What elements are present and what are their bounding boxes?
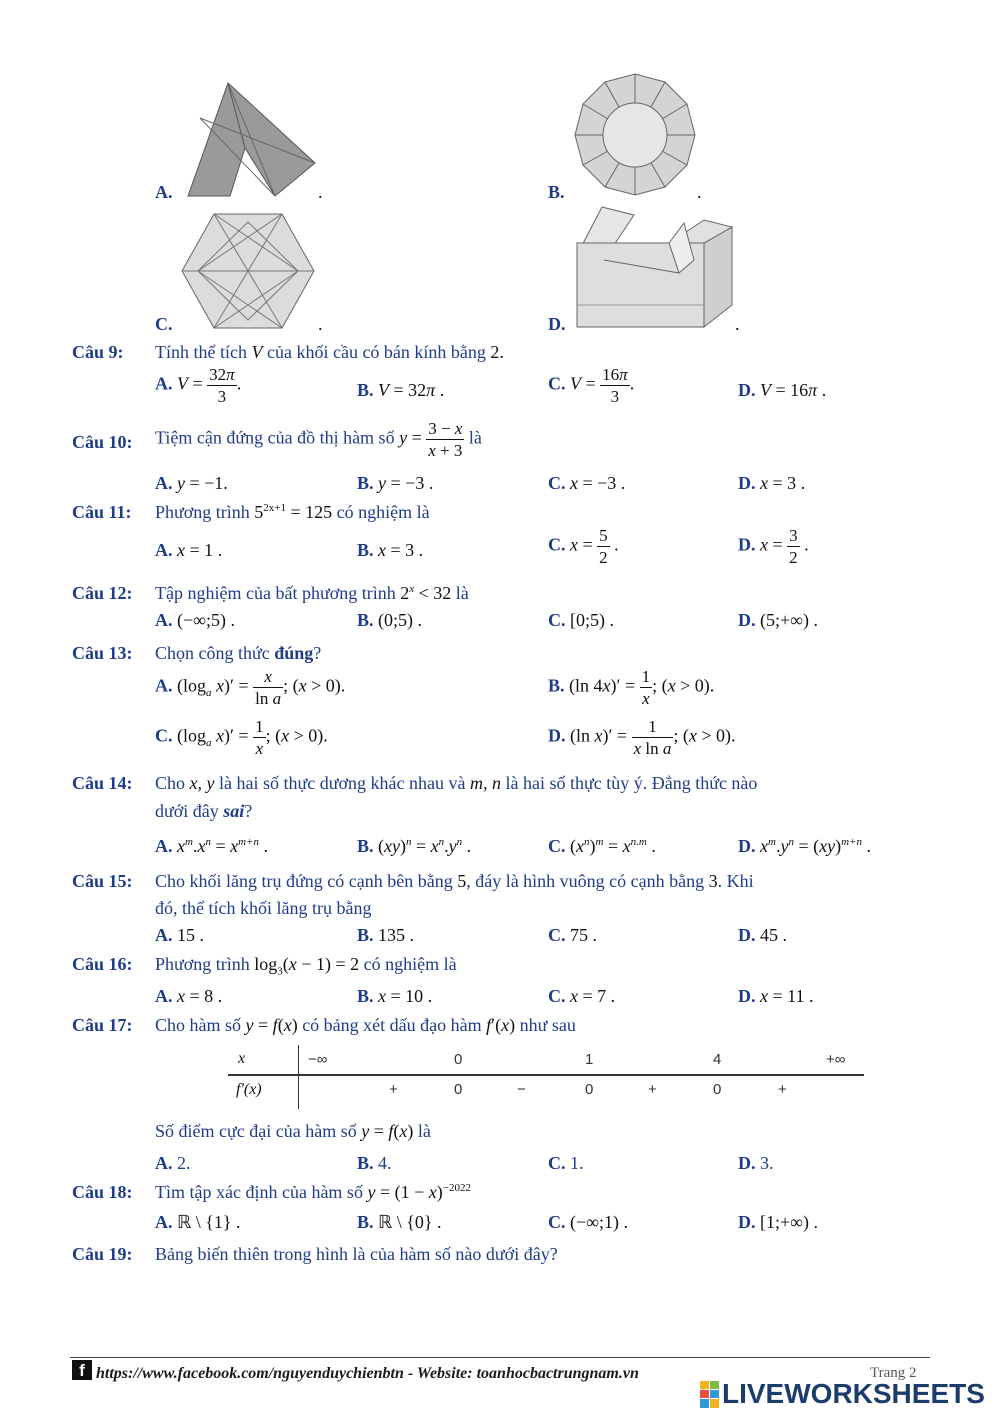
option-value: 3. <box>760 1153 774 1173</box>
option-a[interactable]: A. x = 8 . <box>155 986 223 1006</box>
period: . <box>697 182 702 202</box>
text: là hai số thực tùy ý. Đẳng thức nào <box>505 773 758 793</box>
sign-cell: 0 <box>713 1081 722 1098</box>
sign-cell: − <box>517 1081 526 1098</box>
page-number: Trang 2 <box>870 1365 917 1381</box>
liveworksheets-logo-icon <box>700 1381 720 1409</box>
text: Tiệm cận đứng của đồ thị hàm số <box>155 427 395 448</box>
text: của khối cầu có bán kính bằng <box>262 342 491 362</box>
question-9 <box>72 342 124 363</box>
question-number: Câu 15: <box>72 871 133 891</box>
option-c-label[interactable]: C. <box>155 314 173 334</box>
text: là hai số thực dương khác nhau và <box>219 773 466 793</box>
option-a[interactable]: A. V = $\frac{32\pi}{3}$ . <box>155 365 242 406</box>
sign-table-x-label: x <box>238 1050 246 1067</box>
text: dưới đây <box>155 801 224 821</box>
option-a[interactable]: A. $x^m.x^n = x^{m+n}$ . <box>155 836 268 856</box>
sign-table-x-value: 1 <box>585 1051 594 1068</box>
text: . <box>499 342 504 362</box>
option-b[interactable]: B. 4. <box>357 1153 392 1173</box>
option-c[interactable]: C. x = 7 . <box>548 986 616 1006</box>
option-b[interactable]: B. y = −3 . <box>357 473 434 493</box>
option-c[interactable]: C. $(x^n)^m = x^{n.m}$ . <box>548 836 656 856</box>
option-d[interactable]: D. 45 . <box>738 925 787 945</box>
option-c[interactable]: C. [0;5) . <box>548 610 614 630</box>
text: ? <box>313 643 322 663</box>
option-b[interactable]: B. 135 . <box>357 925 415 945</box>
sign-cell: + <box>778 1081 787 1098</box>
option-b[interactable]: B. (0;5) . <box>357 610 423 630</box>
option-value: 135 <box>378 925 406 945</box>
text: , đáy là hình vuông có cạnh bằng <box>466 871 705 891</box>
question-text: Cho x, y là hai số thực dương khác nhau và m, n là hai số thực tùy ý. Đẳng thức nào <box>155 773 758 793</box>
sign-table-fp-label: f'(x) <box>236 1081 262 1098</box>
text: Chọn công thức <box>155 643 275 663</box>
option-c[interactable]: C. x = −3 . <box>548 473 626 493</box>
question-number: Câu 18: <box>72 1182 133 1202</box>
sign-table-x-value: +∞ <box>826 1051 846 1068</box>
option-label: C. <box>548 373 566 394</box>
sign-cell: + <box>648 1081 657 1098</box>
text: có nghiệm là <box>336 502 430 522</box>
question-text <box>155 1244 558 1265</box>
option-label: D. <box>738 380 756 400</box>
option-c[interactable]: C. 75 . <box>548 925 597 945</box>
option-b[interactable]: B. V = 32π . <box>357 380 445 400</box>
option-d[interactable]: D. [1;+∞) . <box>738 1212 818 1232</box>
option-value: 75 <box>570 925 588 945</box>
question-text: Tiệm cận đứng của đồ thị hàm số y = $\frac{3 - x}{x + 3}$ là <box>155 419 482 460</box>
option-value: 1. <box>570 1153 584 1173</box>
period: . <box>318 314 323 334</box>
period: . <box>735 314 740 334</box>
option-b[interactable]: B. (ln 4x)′ = $\frac{1}{x}$ ; (x > 0). <box>548 667 715 708</box>
question-number: Câu 11: <box>72 502 132 522</box>
text: đó, thể tích khối lăng trụ bằng <box>155 898 372 918</box>
option-d[interactable]: D. x = $\frac{3}{2}$ . <box>738 526 809 567</box>
text: ? <box>244 801 253 821</box>
math-var: V <box>251 342 263 362</box>
text: Cho hàm số <box>155 1015 242 1035</box>
text: Cho <box>155 773 186 793</box>
option-d[interactable]: D. 3. <box>738 1153 774 1173</box>
option-a[interactable]: A. x = 1 . <box>155 540 223 560</box>
question-text <box>155 342 504 363</box>
option-c[interactable]: C. (−∞;1) . <box>548 1212 628 1232</box>
text: Số điểm cực đại của hàm số <box>155 1121 357 1141</box>
text: như sau <box>519 1015 576 1035</box>
sign-cell: 0 <box>454 1081 463 1098</box>
question-number: Câu 10: <box>72 432 133 452</box>
option-c[interactable]: C. V = $\frac{16\pi}{3}$ . <box>548 365 635 406</box>
figure-a-polyhedron <box>180 78 320 198</box>
text: Tính thể tích <box>155 342 252 362</box>
question-text: Cho khối lăng trụ đứng có cạnh bên bằng 5, đáy là hình vuông có cạnh bằng 3. Khi <box>155 871 754 891</box>
question-text-line2 <box>155 801 252 822</box>
option-a[interactable]: A. y = −1. <box>155 473 228 493</box>
text: . Khi <box>717 871 754 891</box>
text: Bảng biến thiên trong hình là của hàm số nào dưới đây? <box>155 1244 558 1264</box>
question-number: Câu 12: <box>72 583 133 603</box>
question-number: Câu 16: <box>72 954 133 974</box>
sign-table-x-value: 0 <box>454 1051 463 1068</box>
option-d[interactable]: D. (5;+∞) . <box>738 610 818 630</box>
option-d[interactable]: D. $x^m.y^n = (xy)^{m+n}$ . <box>738 836 871 856</box>
text: là <box>455 583 469 603</box>
option-label: A. <box>155 373 173 394</box>
option-a[interactable]: A. 2. <box>155 1153 191 1173</box>
question-text <box>155 643 321 664</box>
option-d-label[interactable]: D. <box>548 314 566 334</box>
question-text-line2: Số điểm cực đại của hàm số y = f(x) là <box>155 1121 431 1141</box>
option-d[interactable]: D. (ln x)′ = $\frac{1}{\text{x ln a}}$ ; (x > 0). <box>548 717 736 758</box>
question-text: Tập nghiệm của bất phương trình $2^x < 32$ là <box>155 583 469 603</box>
question-number: Câu 13: <box>72 643 133 663</box>
figure-c-icosahedron <box>180 212 316 330</box>
option-d[interactable]: D. x = 3 . <box>738 473 806 493</box>
option-c[interactable]: C. 1. <box>548 1153 584 1173</box>
option-value: 15 <box>177 925 195 945</box>
text: Tập nghiệm của bất phương trình <box>155 583 396 603</box>
figure-b-dodecagon-prism <box>572 72 698 198</box>
period: . <box>318 182 323 202</box>
math-val: 2 <box>490 342 500 362</box>
facebook-icon: f <box>72 1360 92 1380</box>
sign-cell: 0 <box>585 1081 594 1098</box>
option-a[interactable]: A. ℝ \ {1} . <box>155 1212 241 1232</box>
question-text: Phương trình $5^{2x+1} = 125$ có nghiệm là <box>155 502 430 522</box>
liveworksheets-brand: LIVEWORKSHEETS <box>722 1378 985 1409</box>
text: Phương trình <box>155 954 250 974</box>
option-c[interactable]: C. ($\log_a$ x)′ = $\frac{1}{x}$ ; (x > 0). <box>155 717 328 758</box>
question-number: Câu 14: <box>72 773 133 793</box>
option-d[interactable]: D. x = 11 . <box>738 986 814 1006</box>
question-text: Cho hàm số y = f(x) có bảng xét dấu đạo hàm f′(x) như sau <box>155 1015 576 1035</box>
sign-table-x-value: 4 <box>713 1051 722 1068</box>
option-b[interactable]: B. x = 10 . <box>357 986 433 1006</box>
option-value: 2. <box>177 1153 191 1173</box>
option-a[interactable]: A. (−∞;5) . <box>155 610 235 630</box>
question-number: Câu 19: <box>72 1244 133 1264</box>
footer-link[interactable]: https://www.facebook.com/nguyenduychienbtn - Website: toanhocbactrungnam.vn <box>96 1365 639 1382</box>
text: Phương trình <box>155 502 250 522</box>
question-number: Câu 9: <box>72 342 124 362</box>
option-b[interactable]: B. $(xy)^n = x^n.y^n$ . <box>357 836 472 856</box>
question-text: Phương trình $\log_3(x - 1) = 2$ có nghiệm là <box>155 954 457 978</box>
option-a[interactable]: A. 15 . <box>155 925 204 945</box>
text: Tìm tập xác định của hàm số <box>155 1182 363 1202</box>
option-a-label[interactable]: A. <box>155 182 173 202</box>
option-b-label[interactable]: B. <box>548 182 565 202</box>
option-c[interactable]: C. x = $\frac{5}{2}$ . <box>548 526 619 567</box>
text: là <box>468 427 482 448</box>
text-bold: đúng <box>274 643 314 663</box>
option-a[interactable]: A. ($\log_a$ x)′ = $\frac{x}{\text{ln a}}$ ; (x > 0). <box>155 667 346 708</box>
option-label: B. <box>357 380 374 400</box>
question-text-line2 <box>155 898 371 919</box>
option-d[interactable]: D. V = 16π . <box>738 380 827 400</box>
option-b[interactable]: B. x = 3 . <box>357 540 424 560</box>
text: Cho khối lăng trụ đứng có cạnh bên bằng <box>155 871 453 891</box>
figure-d-prism-notch <box>574 205 734 330</box>
question-number: Câu 17: <box>72 1015 133 1035</box>
sign-table-x-value: −∞ <box>308 1051 328 1068</box>
option-value: 45 <box>760 925 778 945</box>
text: là <box>417 1121 431 1141</box>
footer-divider <box>70 1357 930 1358</box>
option-value: 4. <box>378 1153 392 1173</box>
question-text: Tìm tập xác định của hàm số $y = (1 - x)^{-2022}$ <box>155 1182 471 1202</box>
text-bold: sai <box>223 801 245 821</box>
sign-cell: + <box>389 1081 398 1098</box>
sign-table <box>228 1045 864 1111</box>
text: có nghiệm là <box>363 954 457 974</box>
option-b[interactable]: B. ℝ \ {0} . <box>357 1212 442 1232</box>
text: có bảng xét dấu đạo hàm <box>302 1015 482 1035</box>
